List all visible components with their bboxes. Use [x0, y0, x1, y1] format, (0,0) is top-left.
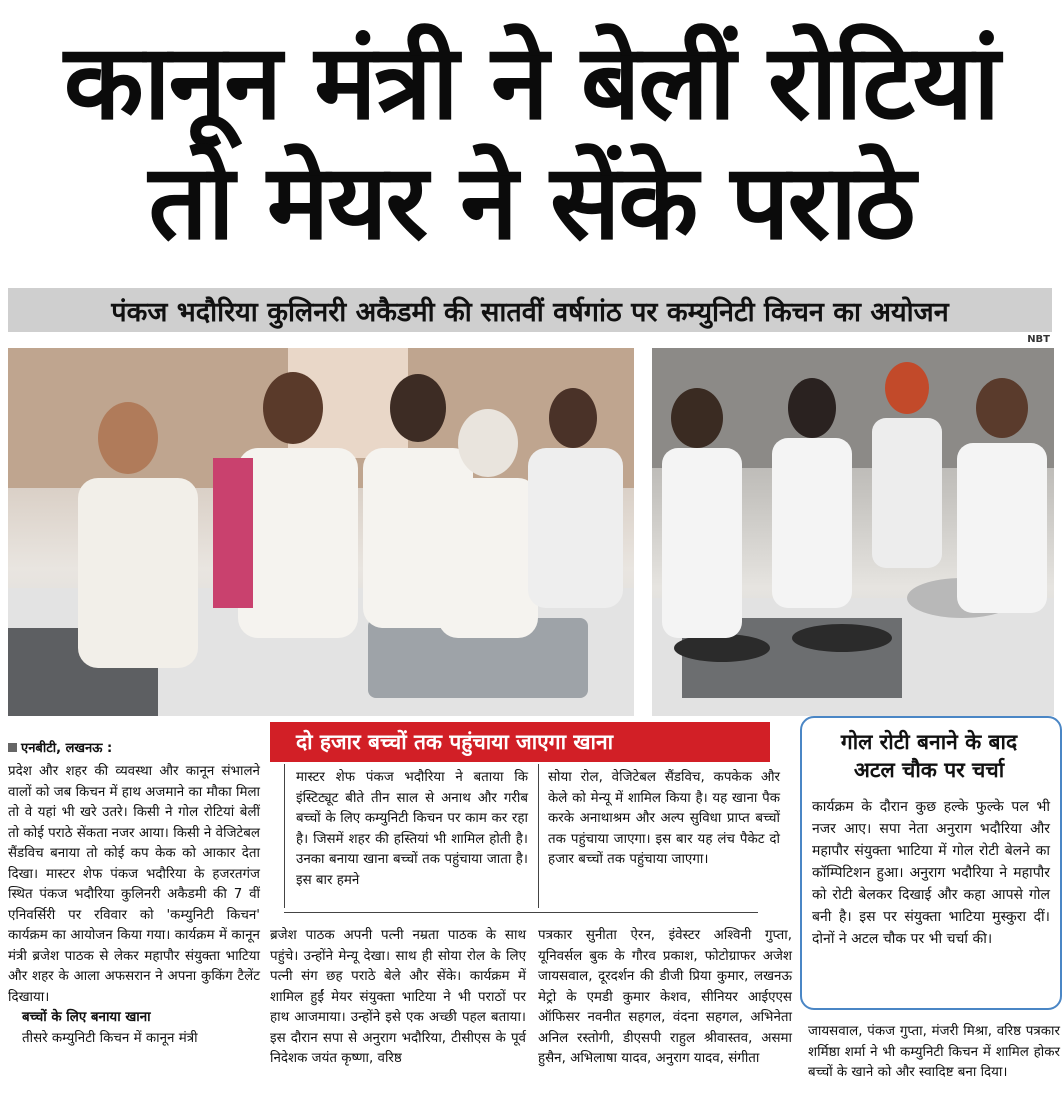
subheadline-bar [8, 288, 1052, 332]
headline-line-2: तो मेयर ने सेंके पराठे [148, 141, 914, 263]
red-section-banner: दो हजार बच्चों तक पहुंचाया जाएगा खाना [270, 722, 770, 762]
sidebar-box-heading-line-2: अटल चौक पर चर्चा [853, 758, 1005, 783]
photo-illustration-left [8, 348, 634, 716]
column-divider [284, 764, 285, 908]
headline-line-1: कानून मंत्री ने बेलीं रोटियां [63, 21, 999, 143]
square-bullet-icon [8, 743, 17, 752]
article-column-3-top: सोया रोल, वेजिटेबल सैंडविच, कपकेक और केले को मेन्यू में शामिल किया है। यह खाना पैक करके अनाथाश्रम और अल्प सुविधा प्राप्त बच्चों तक पहुंचाया जाएगा। इस बार यह लंच पैकेट दो हजार बच्चों तक पहुंचाया जाएगा। [548, 770, 780, 867]
sidebar-box-heading-line-1: गोल रोटी बनाने के बाद [840, 730, 1018, 754]
sidebar-box-heading [804, 728, 1054, 785]
article-column-3-bottom: पत्रकार सुनीता ऐरन, इंवेस्टर अश्विनी गुप्ता, यूनिवर्सल बुक के गौरव प्रकाश, फोटोग्राफर अजेश जायसवाल, दूरदर्शन की डीजी प्रिया कुमार, लखनऊ मेट्रो के एमडी कुमार केशव, सीनियर आईएएस ऑफिसर नवनीत सहगल, वंदना सहगल, अभिनेता अनिल रस्तोगी, डीएसपी राहुल श्रीवास्तव, असमा हुसैन, अभिलाषा यादव, अनुराग यादव, संगीता [538, 928, 792, 1066]
article-column-4-bottom: जायसवाल, पंकज गुप्ता, मंजरी मिश्रा, वरिष्ठ पत्रकार शर्मिष्ठा शर्मा ने भी कम्युनिटी किचन में शामिल होकर बच्चों के खाने को और स्वादिष्ट बना दिया। [808, 1024, 1060, 1080]
dateline: एनबीटी, लखनऊ : [8, 738, 112, 756]
article-column-2-top: मास्टर शेफ पंकज भदौरिया ने बताया कि इंस्टिट्यूट बीते तीन साल से अनाथ और गरीब बच्चों के लिए कम्युनिटी किचन पर काम कर रहा है। जिसमें शहर की हस्तियां भी शामिल होती है। उनका बनाया खाना बच्चों तक पहुंचाया जाता है। इस बार हमने [296, 770, 528, 888]
article-column-1 [8, 762, 260, 1049]
column-1-subheading: बच्चों के लिए बनाया खाना [22, 1010, 151, 1025]
subheadline: पंकज भदौरिया कुलिनरी अकैडमी की सातवीं वर्षगांठ पर कम्युनिटी किचन का अयोजन [111, 296, 949, 328]
horizontal-divider [284, 912, 758, 913]
photo-cooking-event-right [652, 348, 1054, 716]
article-column-2-bottom: ब्रजेश पाठक अपनी पत्नी नम्रता पाठक के साथ पहुंचे। उन्होंने मेन्यू देखा। साथ ही सोया रोल के लिए पत्नी संग छह पराठे बेले और सेंके। कार्यक्रम में शामिल हुईं मेयर संयुक्ता भाटिया ने भी पराठों पर हाथ आजमाया। उन्होंने इसे एक अच्छी पहल बताया। इस दौरान सपा से अनुराग भदौरिया, टीसीएस के पूर्व निदेशक जयंत कृष्णा, वरिष्ठ [270, 928, 526, 1066]
column-divider [538, 764, 539, 908]
photo-illustration-right [652, 348, 1054, 716]
photo-cooking-event-left [8, 348, 634, 716]
sidebar-box-text: कार्यक्रम के दौरान कुछ हल्के फुल्के पल भी नजर आए। सपा नेता अनुराग भदौरिया और महापौर संयुक्ता भाटिया में गोल रोटी बेलने का कॉम्पिटिशन हुआ। अनुराग भदौरिया ने महापौर को रोटी बेलकर दिखाई और कहा आपसे गोल बनी है। इस पर संयुक्ता भाटिया मुस्कुरा दीं। दोनों ने अटल चौक पर भी चर्चा की। [812, 799, 1050, 947]
column-1-text: प्रदेश और शहर की व्यवस्था और कानून संभालने वालों को जब किचन में हाथ अजमाने का मौका मिला तो वे यहां भी खरे उतरे। किसी ने गोल रोटियां बेलीं तो कोई पराठे सेंकता नजर आया। किसी ने वेजिटेबल सैंडविच बनाया तो कोई कप केक को आकार देता दिखा। मास्टर शेफ पंकज भदौरिया के हजरतगंज स्थित पंकज भदौरिया कुलिनरी अकैडमी की 7 वीं एनिवर्सिरी पर रविवार को 'कम्युनिटी किचन' कार्यक्रम का आयोजन किया गया। कार्यक्रम में कानून मंत्री ब्रजेश पाठक से लेकर महापौर संयुक्ता भाटिया और शहर के आला अफसरान ने अपना कुकिंग टैलेंट दिखाया। [8, 764, 261, 1005]
photo-credit: NBT [1027, 334, 1050, 345]
column-1-text-2: तीसरे कम्युनिटी किचन में कानून मंत्री [22, 1030, 198, 1046]
